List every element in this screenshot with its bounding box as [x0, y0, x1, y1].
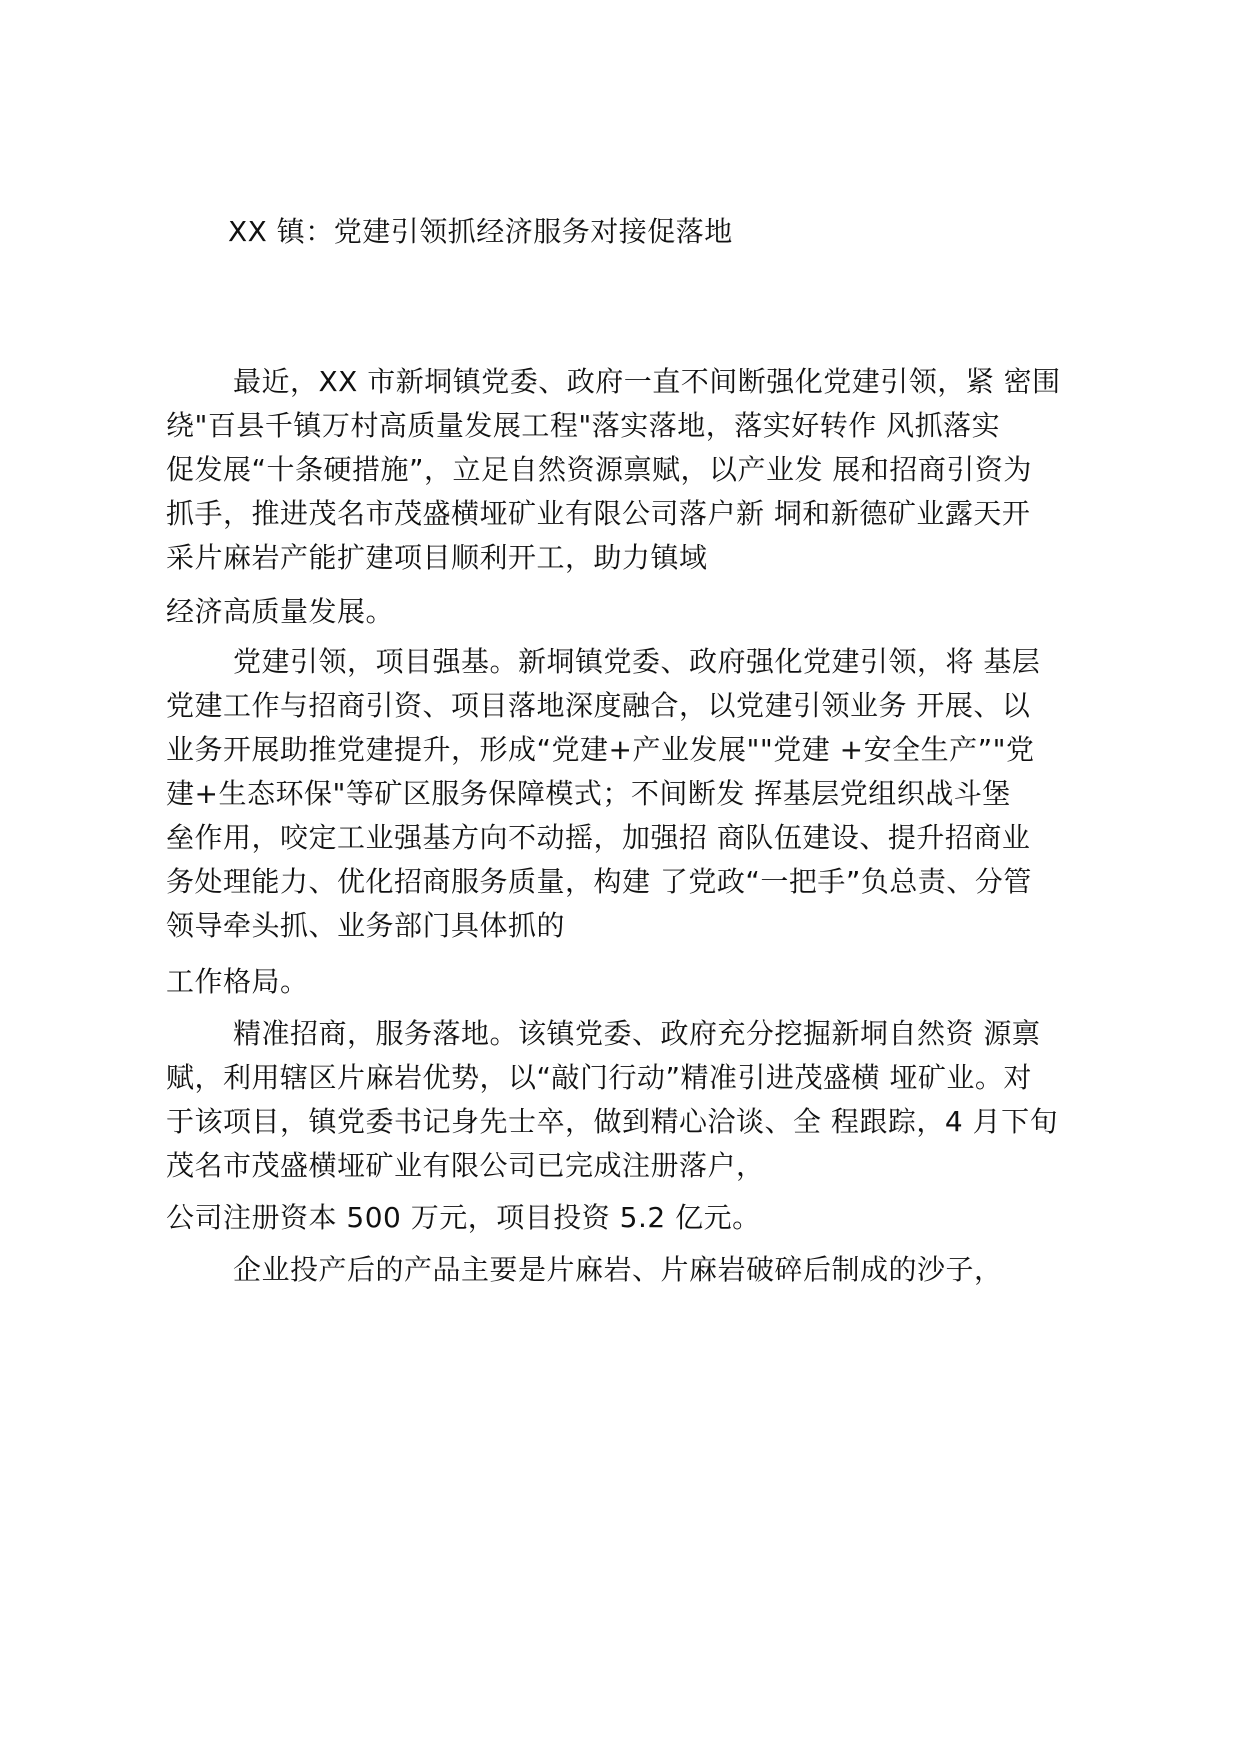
- paragraph-line: 于该项目，镇党委书记身先士卒，做到精心洽谈、全 程跟踪，4 月下旬: [166, 1105, 1059, 1138]
- paragraph-line: 抓手，推进茂名市茂盛横垭矿业有限公司落户新 垌和新德矿业露天开: [166, 497, 1031, 530]
- paragraph-investment-continued: [166, 1196, 1096, 1240]
- paragraph-line: 赋，利用辖区片麻岩优势，以“敲门行动”精准引进茂盛横 垭矿业。对: [166, 1061, 1032, 1094]
- paragraph-investment: [166, 1012, 1096, 1188]
- paragraph-party-building: [166, 640, 1096, 948]
- paragraph-line: 茂名市茂盛横垭矿业有限公司已完成注册落户，: [166, 1149, 765, 1182]
- paragraph-line: 建+生态环保"等矿区服务保障模式；不间断发 挥基层党组织战斗堡: [166, 777, 1011, 810]
- paragraph-line: 绕"百县千镇万村高质量发展工程"落实落地，落实好转作 风抓落实: [166, 409, 1001, 442]
- paragraph-intro: [166, 360, 1096, 580]
- document-title: XX 镇：党建引领抓经济服务对接促落地: [228, 215, 733, 248]
- paragraph-line: 务处理能力、优化招商服务质量，构建 了党政“一把手”负总责、分管: [166, 865, 1032, 898]
- paragraph-line: 企业投产后的产品主要是片麻岩、片麻岩破碎后制成的沙子，: [233, 1253, 1003, 1286]
- paragraph-line: 经济高质量发展。: [166, 595, 395, 628]
- paragraph-line: 工作格局。: [166, 965, 309, 998]
- paragraph-line: 党建工作与招商引资、项目落地深度融合，以党建引领业务 开展、以: [166, 689, 1031, 722]
- paragraph-party-building-continued: [166, 960, 1096, 1004]
- paragraph-line: 精准招商，服务落地。该镇党委、政府充分挖掘新垌自然资 源禀: [233, 1017, 1041, 1050]
- paragraph-line: 党建引领，项目强基。新垌镇党委、政府强化党建引领，将 基层: [233, 645, 1041, 678]
- paragraph-line: 采片麻岩产能扩建项目顺利开工，助力镇域: [166, 541, 708, 574]
- paragraph-products: [166, 1248, 1096, 1292]
- paragraph-line: 最近，XX 市新垌镇党委、政府一直不间断强化党建引领，紧 密围: [233, 365, 1061, 398]
- paragraph-line: 垒作用，咬定工业强基方向不动摇，加强招 商队伍建设、提升招商业: [166, 821, 1031, 854]
- paragraph-line: 公司注册资本 500 万元，项目投资 5.2 亿元。: [166, 1201, 761, 1234]
- paragraph-line: 领导牵头抓、业务部门具体抓的: [166, 909, 566, 942]
- paragraph-line: 促发展“十条硬措施”，立足自然资源禀赋，以产业发 展和招商引资为: [166, 453, 1032, 486]
- paragraph-line: 业务开展助推党建提升，形成“党建+产业发展""党建 +安全生产”"党: [166, 733, 1035, 766]
- paragraph-intro-continued: [166, 590, 1096, 634]
